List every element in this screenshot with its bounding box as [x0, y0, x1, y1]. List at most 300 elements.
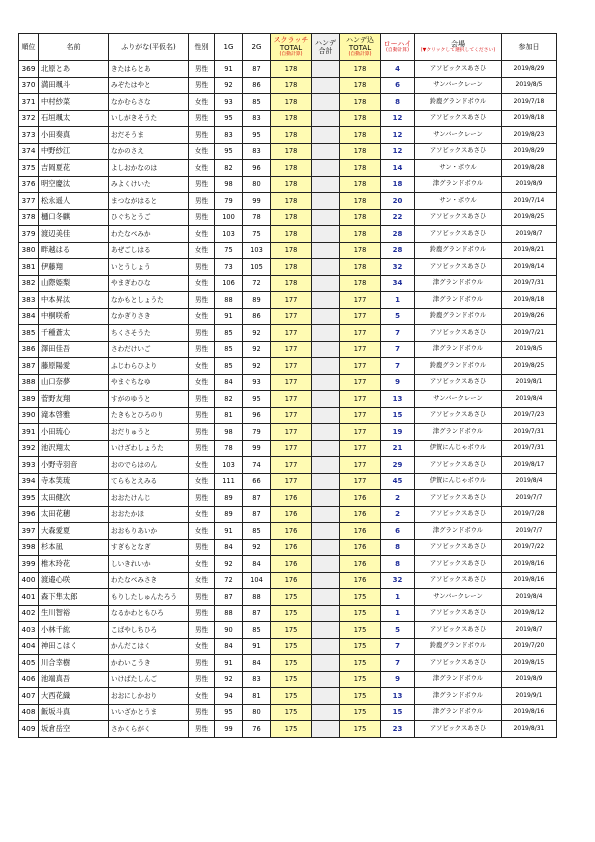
scratch-total-cell: 178 — [271, 209, 312, 226]
gender-cell: 男性 — [189, 424, 215, 441]
venue-cell[interactable]: アソビックスあさひ — [415, 259, 502, 276]
kana-cell: わたなべみさき — [109, 572, 189, 589]
date-cell: 2019/8/15 — [502, 655, 557, 672]
handicap-cell — [312, 622, 340, 639]
rank-cell: 397 — [19, 523, 39, 540]
venue-cell[interactable]: 鈴鹿グランドボウル — [415, 638, 502, 655]
game1-cell: 78 — [215, 440, 243, 457]
venue-cell[interactable]: アソビックスあさひ — [415, 143, 502, 160]
handicap-total-cell: 178 — [340, 160, 381, 177]
game2-cell: 105 — [243, 259, 271, 276]
handicap-cell — [312, 325, 340, 342]
name-cell: 寺本笑琉 — [39, 473, 109, 490]
game1-cell: 79 — [215, 193, 243, 210]
game1-cell: 84 — [215, 638, 243, 655]
gender-cell: 男性 — [189, 341, 215, 358]
game2-cell: 88 — [243, 589, 271, 606]
gender-cell: 男性 — [189, 259, 215, 276]
lowhigh-cell: 7 — [381, 638, 415, 655]
game1-cell: 85 — [215, 358, 243, 375]
rank-cell: 390 — [19, 407, 39, 424]
rank-cell: 381 — [19, 259, 39, 276]
handicap-cell — [312, 539, 340, 556]
scratch-total-cell: 178 — [271, 226, 312, 243]
game2-cell: 83 — [243, 110, 271, 127]
name-cell: 石垣颯太 — [39, 110, 109, 127]
scratch-total-cell: 177 — [271, 424, 312, 441]
scratch-total-cell: 177 — [271, 358, 312, 375]
handicap-total-cell: 178 — [340, 61, 381, 78]
lowhigh-cell: 34 — [381, 275, 415, 292]
date-cell: 2019/7/21 — [502, 325, 557, 342]
kana-cell: すがのゆうと — [109, 391, 189, 408]
kana-cell: なかぎりさき — [109, 308, 189, 325]
gender-cell: 男性 — [189, 391, 215, 408]
venue-cell[interactable]: サンバークレーン — [415, 391, 502, 408]
game1-cell: 90 — [215, 622, 243, 639]
game1-cell: 99 — [215, 721, 243, 738]
kana-cell: さわだけいご — [109, 341, 189, 358]
table-row — [19, 622, 557, 639]
gender-cell: 男性 — [189, 407, 215, 424]
handicap-total-cell: 175 — [340, 589, 381, 606]
lowhigh-cell: 12 — [381, 110, 415, 127]
scratch-total-cell: 178 — [271, 176, 312, 193]
venue-cell[interactable]: サンバークレーン — [415, 77, 502, 94]
table-row — [19, 325, 557, 342]
game2-cell: 78 — [243, 209, 271, 226]
scratch-total-cell: 175 — [271, 655, 312, 672]
venue-cell[interactable]: アソビックスあさひ — [415, 226, 502, 243]
date-cell: 2019/7/31 — [502, 424, 557, 441]
header-scratch-note: (自動計算) — [279, 52, 303, 57]
game1-cell: 75 — [215, 242, 243, 259]
game2-cell: 81 — [243, 688, 271, 705]
venue-cell[interactable]: アソビックスあさひ — [415, 110, 502, 127]
header-game1: 1G — [215, 34, 243, 61]
gender-cell: 女性 — [189, 374, 215, 391]
venue-cell[interactable]: サン・ボウル — [415, 160, 502, 177]
name-cell: 渡辺美佳 — [39, 226, 109, 243]
table-row — [19, 539, 557, 556]
venue-cell[interactable]: サンバークレーン — [415, 127, 502, 144]
rank-cell: 382 — [19, 275, 39, 292]
game2-cell: 87 — [243, 506, 271, 523]
table-row — [19, 605, 557, 622]
venue-cell[interactable]: 鈴鹿グランドボウル — [415, 242, 502, 259]
handicap-total-cell: 176 — [340, 539, 381, 556]
rank-cell: 404 — [19, 638, 39, 655]
gender-cell: 女性 — [189, 638, 215, 655]
handicap-total-cell: 177 — [340, 407, 381, 424]
date-cell: 2019/7/7 — [502, 490, 557, 507]
date-cell: 2019/8/12 — [502, 605, 557, 622]
header-hdi-line1: ハンデ込 — [346, 36, 374, 44]
kana-cell: おおにしかおり — [109, 688, 189, 705]
scratch-total-cell: 177 — [271, 457, 312, 474]
game1-cell: 91 — [215, 308, 243, 325]
venue-cell[interactable]: アソビックスあさひ — [415, 721, 502, 738]
kana-cell: さかくらがく — [109, 721, 189, 738]
handicap-total-cell: 176 — [340, 523, 381, 540]
handicap-total-cell: 178 — [340, 275, 381, 292]
name-cell: 杉本凪 — [39, 539, 109, 556]
rank-cell: 402 — [19, 605, 39, 622]
rank-cell: 392 — [19, 440, 39, 457]
scratch-total-cell: 177 — [271, 440, 312, 457]
lowhigh-cell: 8 — [381, 539, 415, 556]
lowhigh-cell: 23 — [381, 721, 415, 738]
rank-cell: 386 — [19, 341, 39, 358]
gender-cell: 女性 — [189, 556, 215, 573]
results-table — [18, 33, 557, 738]
venue-cell[interactable]: アソビックスあさひ — [415, 572, 502, 589]
rank-cell: 405 — [19, 655, 39, 672]
header-lowhigh-note: (自動計算) — [386, 48, 409, 53]
scratch-total-cell: 177 — [271, 292, 312, 309]
lowhigh-cell: 7 — [381, 358, 415, 375]
kana-cell: すぎもとなぎ — [109, 539, 189, 556]
handicap-cell — [312, 358, 340, 375]
handicap-cell — [312, 61, 340, 78]
venue-cell[interactable]: アソビックスあさひ — [415, 605, 502, 622]
gender-cell: 男性 — [189, 539, 215, 556]
handicap-cell — [312, 77, 340, 94]
venue-cell[interactable]: アソビックスあさひ — [415, 490, 502, 507]
date-cell: 2019/8/17 — [502, 457, 557, 474]
handicap-total-cell: 175 — [340, 655, 381, 672]
handicap-cell — [312, 341, 340, 358]
scratch-total-cell: 177 — [271, 473, 312, 490]
scratch-total-cell: 178 — [271, 259, 312, 276]
venue-cell[interactable]: アソビックスあさひ — [415, 539, 502, 556]
game2-cell: 87 — [243, 605, 271, 622]
date-cell: 2019/7/31 — [502, 275, 557, 292]
venue-cell[interactable]: 伊賀にんじゃボウル — [415, 473, 502, 490]
table-row — [19, 176, 557, 193]
lowhigh-cell: 21 — [381, 440, 415, 457]
lowhigh-cell: 13 — [381, 391, 415, 408]
date-cell: 2019/8/31 — [502, 721, 557, 738]
kana-cell: おだそうま — [109, 127, 189, 144]
venue-cell[interactable]: 伊賀にんじゃボウル — [415, 440, 502, 457]
kana-cell: あぜごしはる — [109, 242, 189, 259]
venue-cell[interactable]: 津グランドボウル — [415, 341, 502, 358]
header-gender: 性別 — [189, 34, 215, 61]
gender-cell: 女性 — [189, 457, 215, 474]
handicap-total-cell: 177 — [340, 440, 381, 457]
handicap-total-cell: 175 — [340, 688, 381, 705]
rank-cell: 406 — [19, 671, 39, 688]
date-cell: 2019/8/16 — [502, 704, 557, 721]
kana-cell: かんだこはく — [109, 638, 189, 655]
venue-cell[interactable]: アソビックスあさひ — [415, 556, 502, 573]
venue-cell[interactable]: アソビックスあさひ — [415, 209, 502, 226]
table-row — [19, 226, 557, 243]
rank-cell: 399 — [19, 556, 39, 573]
rank-cell: 373 — [19, 127, 39, 144]
name-cell: 大西花織 — [39, 688, 109, 705]
game1-cell: 94 — [215, 688, 243, 705]
lowhigh-cell: 7 — [381, 325, 415, 342]
game1-cell: 98 — [215, 176, 243, 193]
lowhigh-cell: 5 — [381, 622, 415, 639]
name-cell: 飯坂斗真 — [39, 704, 109, 721]
lowhigh-cell: 13 — [381, 688, 415, 705]
venue-cell[interactable]: 鈴鹿グランドボウル — [415, 308, 502, 325]
handicap-total-cell: 178 — [340, 242, 381, 259]
name-cell: 大森愛夏 — [39, 523, 109, 540]
table-row — [19, 688, 557, 705]
venue-cell[interactable]: 鈴鹿グランドボウル — [415, 94, 502, 111]
rank-cell: 407 — [19, 688, 39, 705]
table-row — [19, 275, 557, 292]
handicap-cell — [312, 655, 340, 672]
kana-cell: いけざわしょうた — [109, 440, 189, 457]
game1-cell: 103 — [215, 457, 243, 474]
handicap-total-cell: 177 — [340, 473, 381, 490]
game1-cell: 98 — [215, 424, 243, 441]
handicap-total-cell: 178 — [340, 94, 381, 111]
rank-cell: 372 — [19, 110, 39, 127]
game1-cell: 83 — [215, 127, 243, 144]
game1-cell: 95 — [215, 143, 243, 160]
game1-cell: 91 — [215, 61, 243, 78]
name-cell: 滝本啓雅 — [39, 407, 109, 424]
venue-cell[interactable]: アソビックスあさひ — [415, 61, 502, 78]
lowhigh-cell: 7 — [381, 341, 415, 358]
game1-cell: 100 — [215, 209, 243, 226]
handicap-total-cell: 178 — [340, 209, 381, 226]
table-row — [19, 193, 557, 210]
table-row — [19, 473, 557, 490]
date-cell: 2019/8/1 — [502, 374, 557, 391]
handicap-cell — [312, 407, 340, 424]
game2-cell: 95 — [243, 391, 271, 408]
gender-cell: 女性 — [189, 688, 215, 705]
gender-cell: 男性 — [189, 440, 215, 457]
gender-cell: 女性 — [189, 242, 215, 259]
kana-cell: おおもりあいか — [109, 523, 189, 540]
lowhigh-cell: 7 — [381, 655, 415, 672]
venue-cell[interactable]: アソビックスあさひ — [415, 374, 502, 391]
venue-cell[interactable]: 津グランドボウル — [415, 688, 502, 705]
table-row — [19, 341, 557, 358]
venue-cell[interactable]: 津グランドボウル — [415, 275, 502, 292]
game1-cell: 87 — [215, 589, 243, 606]
name-cell: 山際姫梨 — [39, 275, 109, 292]
scratch-total-cell: 178 — [271, 160, 312, 177]
gender-cell: 男性 — [189, 655, 215, 672]
table-body — [19, 61, 557, 738]
date-cell: 2019/8/9 — [502, 671, 557, 688]
game2-cell: 79 — [243, 424, 271, 441]
game1-cell: 81 — [215, 407, 243, 424]
handicap-total-cell: 177 — [340, 374, 381, 391]
game2-cell: 75 — [243, 226, 271, 243]
handicap-total-cell: 177 — [340, 325, 381, 342]
lowhigh-cell: 12 — [381, 143, 415, 160]
venue-cell[interactable]: アソビックスあさひ — [415, 457, 502, 474]
date-cell: 2019/7/18 — [502, 94, 557, 111]
rank-cell: 389 — [19, 391, 39, 408]
kana-cell: わたなべみか — [109, 226, 189, 243]
game1-cell: 82 — [215, 160, 243, 177]
date-cell: 2019/8/16 — [502, 556, 557, 573]
game2-cell: 91 — [243, 638, 271, 655]
venue-cell[interactable]: アソビックスあさひ — [415, 506, 502, 523]
game2-cell: 92 — [243, 358, 271, 375]
scratch-total-cell: 176 — [271, 490, 312, 507]
game2-cell: 87 — [243, 490, 271, 507]
handicap-total-cell: 177 — [340, 308, 381, 325]
handicap-total-cell: 178 — [340, 226, 381, 243]
name-cell: 池沢翔太 — [39, 440, 109, 457]
venue-cell[interactable]: 津グランドボウル — [415, 704, 502, 721]
game2-cell: 92 — [243, 341, 271, 358]
date-cell: 2019/8/28 — [502, 160, 557, 177]
venue-cell[interactable]: 津グランドボウル — [415, 523, 502, 540]
name-cell: 松永遥人 — [39, 193, 109, 210]
venue-cell[interactable]: アソビックスあさひ — [415, 407, 502, 424]
venue-cell[interactable]: アソビックスあさひ — [415, 325, 502, 342]
game2-cell: 85 — [243, 622, 271, 639]
game2-cell: 92 — [243, 539, 271, 556]
lowhigh-cell: 9 — [381, 374, 415, 391]
lowhigh-cell: 22 — [381, 209, 415, 226]
kana-cell: いしがきそうた — [109, 110, 189, 127]
date-cell: 2019/7/23 — [502, 407, 557, 424]
name-cell: 中村紗菜 — [39, 94, 109, 111]
table-row — [19, 589, 557, 606]
header-handicap-total — [340, 34, 381, 61]
lowhigh-cell: 18 — [381, 176, 415, 193]
date-cell: 2019/8/25 — [502, 209, 557, 226]
gender-cell: 女性 — [189, 358, 215, 375]
table-row — [19, 374, 557, 391]
game2-cell: 87 — [243, 61, 271, 78]
rank-cell: 403 — [19, 622, 39, 639]
gender-cell: 男性 — [189, 325, 215, 342]
kana-cell: みぞたはやと — [109, 77, 189, 94]
handicap-cell — [312, 605, 340, 622]
rank-cell: 409 — [19, 721, 39, 738]
date-cell: 2019/9/1 — [502, 688, 557, 705]
handicap-cell — [312, 127, 340, 144]
date-cell: 2019/8/4 — [502, 391, 557, 408]
table-row — [19, 292, 557, 309]
scratch-total-cell: 176 — [271, 523, 312, 540]
venue-cell[interactable]: サンバークレーン — [415, 589, 502, 606]
game2-cell: 72 — [243, 275, 271, 292]
kana-cell: やまぐちなゆ — [109, 374, 189, 391]
venue-cell[interactable]: アソビックスあさひ — [415, 622, 502, 639]
game2-cell: 95 — [243, 127, 271, 144]
date-cell: 2019/7/7 — [502, 523, 557, 540]
kana-cell: もりしたしゅんたろう — [109, 589, 189, 606]
rank-cell: 374 — [19, 143, 39, 160]
gender-cell: 女性 — [189, 308, 215, 325]
rank-cell: 388 — [19, 374, 39, 391]
venue-cell[interactable]: 鈴鹿グランドボウル — [415, 358, 502, 375]
table-row — [19, 160, 557, 177]
name-cell: 小田奏真 — [39, 127, 109, 144]
game2-cell: 85 — [243, 94, 271, 111]
date-cell: 2019/8/21 — [502, 242, 557, 259]
gender-cell: 女性 — [189, 523, 215, 540]
lowhigh-cell: 14 — [381, 160, 415, 177]
table-row — [19, 506, 557, 523]
gender-cell: 男性 — [189, 622, 215, 639]
gender-cell: 女性 — [189, 473, 215, 490]
rank-cell: 396 — [19, 506, 39, 523]
handicap-cell — [312, 110, 340, 127]
name-cell: 生川智裕 — [39, 605, 109, 622]
scratch-total-cell: 176 — [271, 506, 312, 523]
name-cell: 神田こはく — [39, 638, 109, 655]
gender-cell: 男性 — [189, 127, 215, 144]
gender-cell: 女性 — [189, 275, 215, 292]
game2-cell: 83 — [243, 143, 271, 160]
kana-cell: なかむらさな — [109, 94, 189, 111]
name-cell: 池端真吾 — [39, 671, 109, 688]
game2-cell: 99 — [243, 193, 271, 210]
scratch-total-cell: 177 — [271, 374, 312, 391]
game2-cell: 74 — [243, 457, 271, 474]
venue-cell[interactable]: 津グランドボウル — [415, 292, 502, 309]
kana-cell: やまぎわひな — [109, 275, 189, 292]
handicap-cell — [312, 688, 340, 705]
kana-cell: よしおかなのは — [109, 160, 189, 177]
name-cell: 森下隼太郎 — [39, 589, 109, 606]
lowhigh-cell: 1 — [381, 589, 415, 606]
game2-cell: 86 — [243, 308, 271, 325]
handicap-total-cell: 175 — [340, 622, 381, 639]
venue-cell[interactable]: サン・ボウル — [415, 193, 502, 210]
date-cell: 2019/8/23 — [502, 127, 557, 144]
table-row — [19, 242, 557, 259]
name-cell: 坂倉岳空 — [39, 721, 109, 738]
header-venue-line1: 会場 — [451, 40, 465, 48]
lowhigh-cell: 1 — [381, 292, 415, 309]
name-cell: 中野紗江 — [39, 143, 109, 160]
handicap-total-cell: 178 — [340, 259, 381, 276]
lowhigh-cell: 8 — [381, 94, 415, 111]
name-cell: 椎木玲花 — [39, 556, 109, 573]
venue-cell[interactable]: アソビックスあさひ — [415, 655, 502, 672]
rank-cell: 379 — [19, 226, 39, 243]
kana-cell: ちくさそうた — [109, 325, 189, 342]
venue-cell[interactable]: 津グランドボウル — [415, 671, 502, 688]
lowhigh-cell: 8 — [381, 556, 415, 573]
handicap-total-cell: 178 — [340, 77, 381, 94]
lowhigh-cell: 15 — [381, 407, 415, 424]
handicap-cell — [312, 292, 340, 309]
kana-cell: まつながはると — [109, 193, 189, 210]
venue-cell[interactable]: 津グランドボウル — [415, 424, 502, 441]
scratch-total-cell: 177 — [271, 407, 312, 424]
game1-cell: 111 — [215, 473, 243, 490]
game2-cell: 99 — [243, 440, 271, 457]
name-cell: 太田健次 — [39, 490, 109, 507]
game2-cell: 86 — [243, 77, 271, 94]
table-row — [19, 457, 557, 474]
header-name: 名前 — [39, 34, 109, 61]
name-cell: 明空慶汰 — [39, 176, 109, 193]
scratch-total-cell: 175 — [271, 704, 312, 721]
venue-cell[interactable]: 津グランドボウル — [415, 176, 502, 193]
gender-cell: 女性 — [189, 572, 215, 589]
